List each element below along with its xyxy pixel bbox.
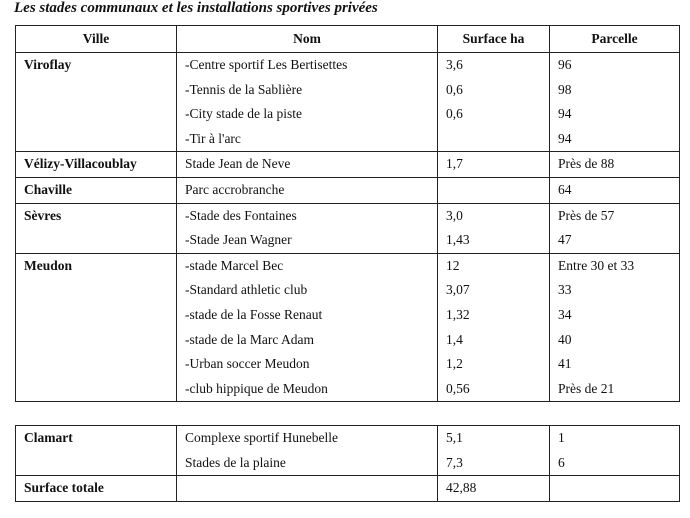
cell-parcelle <box>550 53 680 152</box>
ville-name: Vélizy-Villacoublay <box>24 156 137 172</box>
facility-name: -Stade Jean Wagner <box>185 232 292 248</box>
surface-value: 0,6 <box>446 106 463 122</box>
table-row <box>16 253 680 402</box>
header-surface: Surface ha <box>438 26 550 53</box>
parcelle-value: Près de 57 <box>558 207 615 223</box>
surface-value: 0,6 <box>446 81 463 97</box>
parcelle-value: Près de 88 <box>558 156 615 172</box>
facility-name: Stades de la plaine <box>185 454 286 470</box>
cell-ville <box>16 53 177 152</box>
cell-ville <box>16 426 177 476</box>
table-row <box>16 53 680 152</box>
cell-surface <box>438 253 550 402</box>
surface-value: 12 <box>446 257 460 273</box>
cell-ville <box>16 203 177 253</box>
cell-ville <box>16 152 177 178</box>
parcelle-value: 96 <box>558 57 572 72</box>
parcelle-value: 64 <box>558 181 572 197</box>
table-body <box>16 53 680 402</box>
parcelle-value: 33 <box>558 282 572 298</box>
surface-value: 1,32 <box>446 306 470 322</box>
facility-name: -Urban soccer Meudon <box>185 356 310 372</box>
facility-name: Stade Jean de Neve <box>185 156 291 172</box>
cell-surface <box>438 203 550 253</box>
facility-name: -Centre sportif Les Bertisettes <box>185 57 348 72</box>
table-row <box>16 177 680 203</box>
cell-parcelle <box>550 152 680 178</box>
cell-nom <box>177 177 438 203</box>
ville-name: Sèvres <box>24 207 62 223</box>
cell-parcelle <box>550 177 680 203</box>
sports-facilities-table-continued <box>15 425 680 502</box>
facility-name: -club hippique de Meudon <box>185 380 328 396</box>
ville-name: Clamart <box>24 430 73 445</box>
cell-ville <box>16 476 177 502</box>
cell-parcelle <box>550 426 680 476</box>
parcelle-value: 34 <box>558 306 572 322</box>
surface-value: 3,6 <box>446 57 463 72</box>
header-parcelle: Parcelle <box>550 26 680 53</box>
cell-nom <box>177 203 438 253</box>
table-header-row <box>16 26 680 53</box>
surface-value: 1,4 <box>446 331 463 347</box>
surface-value: 7,3 <box>446 454 463 470</box>
cell-surface <box>438 152 550 178</box>
ville-name: Viroflay <box>24 57 72 72</box>
cell-surface <box>438 476 550 502</box>
surface-value: 42,88 <box>446 480 477 496</box>
facility-name: Parc accrobranche <box>185 181 285 197</box>
surface-value: 0,56 <box>446 380 470 396</box>
cell-surface <box>438 426 550 476</box>
parcelle-value: 40 <box>558 331 572 347</box>
parcelle-value: 6 <box>558 454 565 470</box>
cell-parcelle <box>550 253 680 402</box>
cell-ville <box>16 253 177 402</box>
facility-name: -Tir à l'arc <box>185 130 241 146</box>
parcelle-value: Près de 21 <box>558 380 615 396</box>
facility-name: Complexe sportif Hunebelle <box>185 430 338 445</box>
cell-nom <box>177 476 438 502</box>
parcelle-value: 47 <box>558 232 572 248</box>
facility-name: -stade de la Fosse Renaut <box>185 306 323 322</box>
table-row <box>16 476 680 502</box>
header-ville: Ville <box>16 26 177 53</box>
ville-name: Surface totale <box>24 480 104 496</box>
surface-value: 1,2 <box>446 356 463 372</box>
surface-value: 3,0 <box>446 207 463 223</box>
parcelle-value: 98 <box>558 81 572 97</box>
facility-name: -Tennis de la Sablière <box>185 81 303 97</box>
parcelle-value: 94 <box>558 106 572 122</box>
ville-name: Chaville <box>24 181 73 197</box>
table-row <box>16 203 680 253</box>
cell-parcelle <box>550 203 680 253</box>
facility-name: -stade de la Marc Adam <box>185 331 314 347</box>
surface-value: 5,1 <box>446 430 463 445</box>
cell-nom <box>177 152 438 178</box>
facility-name: -Stade des Fontaines <box>185 207 297 223</box>
surface-value: 1,7 <box>446 156 463 172</box>
table-row <box>16 152 680 178</box>
header-nom: Nom <box>177 26 438 53</box>
cell-ville <box>16 177 177 203</box>
facility-name: -Standard athletic club <box>185 282 308 298</box>
table-caption: Les stades communaux et les installations sportives privées <box>14 0 378 16</box>
cell-surface <box>438 177 550 203</box>
cell-nom <box>177 53 438 152</box>
ville-name: Meudon <box>24 257 73 273</box>
surface-value: 3,07 <box>446 282 470 298</box>
facility-name: -City stade de la piste <box>185 106 302 122</box>
table-body-continued <box>16 426 680 502</box>
facility-name: -stade Marcel Bec <box>185 257 284 273</box>
cell-nom <box>177 426 438 476</box>
table-row <box>16 426 680 476</box>
cell-nom <box>177 253 438 402</box>
cell-surface <box>438 53 550 152</box>
surface-value: 1,43 <box>446 232 470 248</box>
cell-parcelle <box>550 476 680 502</box>
parcelle-value: 41 <box>558 356 572 372</box>
parcelle-value: Entre 30 et 33 <box>558 257 635 273</box>
parcelle-value: 1 <box>558 430 565 445</box>
parcelle-value: 94 <box>558 130 572 146</box>
sports-facilities-table <box>15 25 680 402</box>
